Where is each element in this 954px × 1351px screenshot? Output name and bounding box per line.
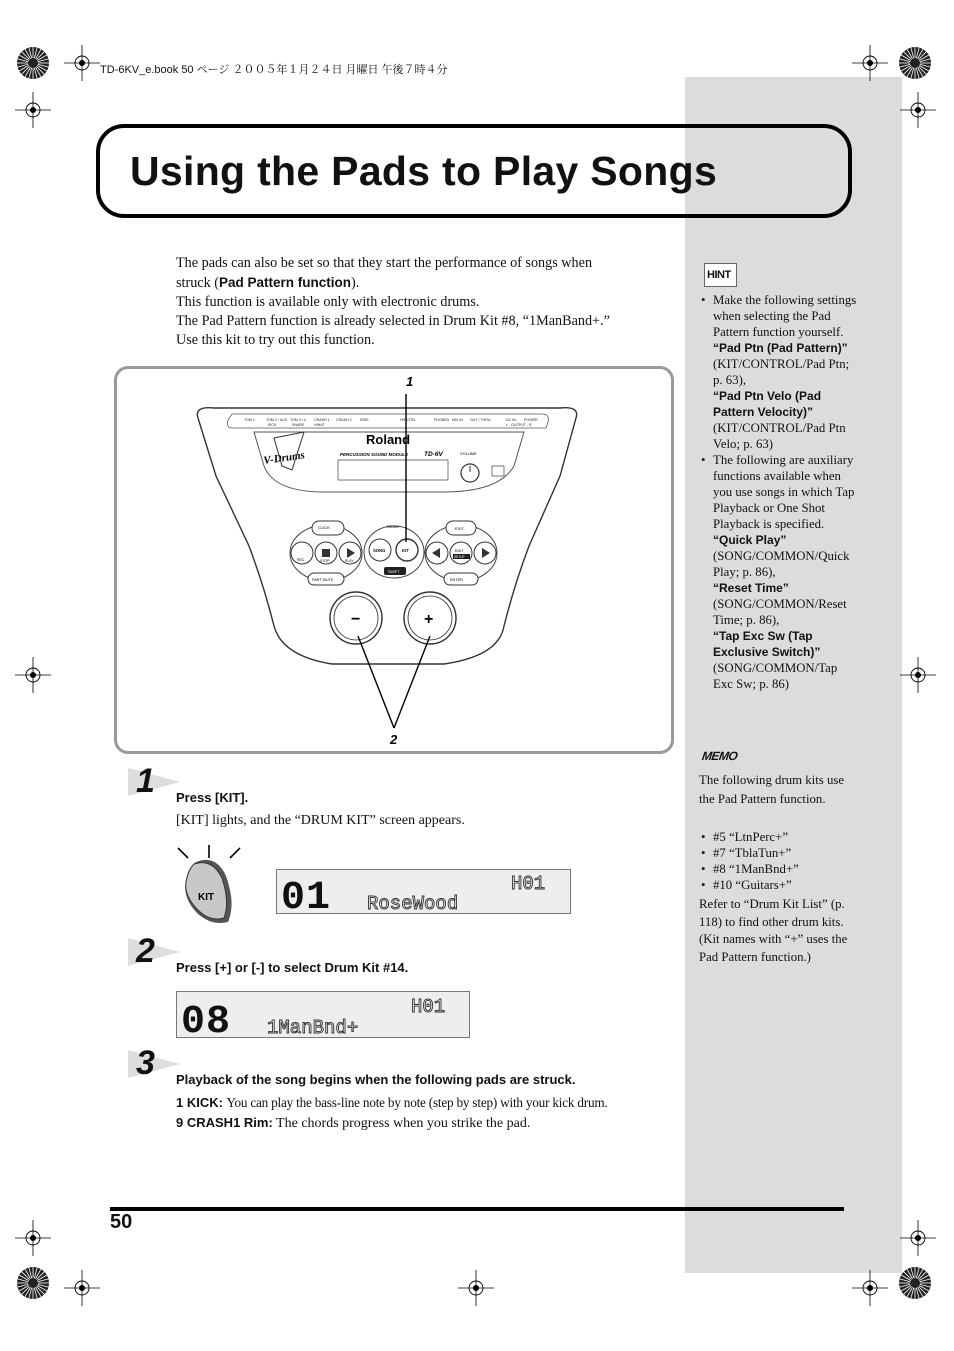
registration-cross-mark	[456, 1268, 496, 1308]
registration-cross-mark	[850, 1268, 890, 1308]
memo-kit-item: • #5 “LtnPerc+”	[699, 829, 857, 845]
print-header-meta: TD-6KV_e.book 50 ページ ２００５年１月２４日 月曜日 午後７時４分	[100, 64, 448, 76]
v-drums-logo: V-Drums	[262, 449, 306, 467]
memo-kit-item: • #8 “1ManBnd+”	[699, 861, 857, 877]
step-2-heading: Press [+] or [-] to select Drum Kit #14.	[176, 960, 409, 975]
jack-label: TOM 3 / 4	[290, 418, 306, 422]
hint-bullets	[699, 292, 857, 692]
hint-item	[699, 292, 857, 452]
hint-icon: HINT	[704, 263, 737, 287]
step-2-number: 2	[136, 932, 155, 970]
jack-sublabel: SNARE	[292, 423, 305, 427]
lcd-kit-name: RoseWood	[367, 893, 459, 913]
registration-cross-mark	[13, 655, 53, 695]
item-text: You can play the bass-line note by note (step by step) with your kick drum.	[226, 1095, 608, 1110]
color-wheel-mark	[13, 1263, 53, 1303]
svg-text:CLICK: CLICK	[318, 525, 330, 530]
memo-icon: MEMO	[701, 749, 739, 763]
memo-kit-item: • #10 “Guitars+”	[699, 877, 857, 893]
memo-outro: Refer to “Drum Kit List” (p. 118) to find other drum kits. (Kit names with “+” uses the Pad Pattern function.)	[699, 897, 848, 964]
hint-list	[699, 292, 857, 692]
page-title: Using the Pads to Play Songs	[130, 148, 718, 194]
callout-2-label: 2	[390, 732, 398, 747]
registration-cross-mark	[13, 90, 53, 130]
lcd-sound-field: H01	[511, 873, 546, 895]
registration-cross-mark	[13, 1218, 53, 1258]
lcd-screen-drum-kit-14	[176, 991, 470, 1038]
color-wheel-mark	[895, 1263, 935, 1303]
jack-label: MIX IN	[452, 418, 463, 422]
lcd-kit-number: 01	[281, 876, 332, 913]
hint-item-text: Make the following settings when selecting the Pad Pattern function yourself.	[713, 293, 857, 339]
lcd-kit-number: 08	[181, 1000, 232, 1037]
jack-label: RIDE	[360, 418, 369, 422]
svg-text:SHIFT: SHIFT	[388, 569, 400, 574]
svg-text:PLAY: PLAY	[345, 559, 354, 563]
hint-reference: “Pad Ptn (Pad Pattern)” (KIT/CONTROL/Pad Ptn; p. 63),	[713, 341, 850, 387]
kit-button-label: KIT	[198, 892, 215, 903]
page-number: 50	[110, 1211, 133, 1233]
volume-label: VOLUME	[460, 451, 477, 456]
step-3-heading: Playback of the song begins when the following pads are struck.	[176, 1072, 576, 1087]
item-text: The chords progress when you strike the pad.	[276, 1116, 531, 1131]
jack-label: CRASH 1	[314, 418, 330, 422]
hint-item	[699, 452, 857, 692]
jack-sublabel: L - OUTPUT - R	[506, 423, 532, 427]
memo-kit-list	[699, 829, 857, 893]
intro-paragraph	[176, 254, 676, 350]
hint-reference: “Quick Play” (SONG/COMMON/Quick Play; p. 86),	[713, 533, 850, 579]
intro-line: This function is available only with electronic drums.	[176, 294, 480, 310]
module-lcd	[338, 460, 448, 480]
svg-text:PART MUTE: PART MUTE	[312, 578, 334, 582]
sound-module-illustration	[114, 366, 674, 754]
step-1-text: [KIT] lights, and the “DRUM KIT” screen appears.	[176, 813, 465, 828]
jack-label: HH CTRL	[400, 418, 416, 422]
svg-text:REC: REC	[297, 558, 305, 562]
intro-line: The Pad Pattern function is already selected in Drum Kit #8, “1ManBand+.”	[176, 313, 610, 329]
intro-line: The pads can also be set so that they start the performance of songs when	[176, 255, 593, 271]
step-3-item-kick	[176, 1095, 608, 1112]
svg-text:SONG: SONG	[373, 548, 386, 553]
step-3-item-crash	[176, 1115, 530, 1132]
color-wheel-mark	[895, 43, 935, 83]
footer-rule	[110, 1207, 844, 1211]
jack-sublabel: HIHAT	[314, 423, 325, 427]
hint-item-text: The following are auxiliary functions available when you use songs in which Tap Playback or One Shot Playback is specified.	[713, 453, 855, 531]
hint-reference: “Pad Ptn Velo (Pad Pattern Velocity)” (KIT/CONTROL/Pad Ptn Velo; p. 63)	[713, 389, 846, 451]
registration-cross-mark	[62, 43, 102, 83]
hint-reference: “Reset Time” (SONG/COMMON/Reset Time; p. 86),	[713, 581, 847, 627]
edit-button	[450, 542, 472, 564]
lcd-screen-drum-kit	[276, 869, 571, 914]
svg-text:SETUP: SETUP	[454, 555, 465, 559]
svg-text:−: −	[351, 611, 361, 628]
svg-text:+: +	[424, 611, 434, 628]
svg-text:ENTER: ENTER	[450, 578, 463, 582]
jack-label: DC IN	[506, 418, 516, 422]
jack-label: TOM 2 / AUX	[266, 418, 288, 422]
intro-line: Use this kit to try out this function.	[176, 332, 375, 348]
memo-intro: The following drum kits use the Pad Pattern function.	[699, 773, 845, 806]
jack-label: CRASH 2	[336, 418, 352, 422]
registration-cross-mark	[850, 43, 890, 83]
svg-text:DEMO: DEMO	[387, 524, 399, 529]
brand-logo: Roland	[366, 432, 411, 447]
registration-cross-mark	[898, 655, 938, 695]
step-1-heading: Press [KIT].	[176, 790, 249, 805]
svg-text:EXIT: EXIT	[455, 526, 464, 531]
light-ray	[178, 848, 188, 858]
jack-label: PHONES	[434, 418, 450, 422]
lcd-sound-field: H01	[411, 996, 446, 1018]
model-label: TD-6V	[424, 451, 443, 458]
jack-label: TOM 1	[244, 418, 255, 422]
registration-cross-mark	[898, 90, 938, 130]
usb-icon	[492, 466, 504, 476]
svg-text:STOP: STOP	[320, 559, 330, 563]
step-3-number: 3	[136, 1044, 155, 1082]
pad-pattern-term: Pad Pattern function	[218, 275, 351, 290]
intro-line: struck (Pad Pattern function).	[176, 275, 360, 291]
module-label: PERCUSSION SOUND MODULE	[340, 452, 409, 457]
registration-cross-mark	[62, 1268, 102, 1308]
color-wheel-mark	[13, 43, 53, 83]
svg-text:EDIT: EDIT	[455, 549, 464, 553]
hint-reference: “Tap Exc Sw (Tap Exclusive Switch)” (SONG/COMMON/Tap Exc Sw; p. 86)	[713, 629, 838, 691]
step-1-number: 1	[136, 762, 155, 800]
svg-text:KIT: KIT	[402, 548, 409, 553]
lcd-kit-name: 1ManBnd+	[267, 1017, 359, 1037]
jack-sublabel: KICK	[268, 423, 277, 427]
kit-button-illustration	[172, 842, 252, 930]
light-ray	[230, 848, 240, 858]
callout-1-label: 1	[406, 374, 414, 389]
jack-label: POWER	[524, 418, 538, 422]
registration-cross-mark	[898, 1218, 938, 1258]
jack-label: OUT / THRU	[470, 418, 491, 422]
memo-kit-item: • #7 “TblaTun+”	[699, 845, 857, 861]
item-label: 1 KICK:	[176, 1095, 223, 1110]
item-label: 9 CRASH1 Rim:	[176, 1115, 273, 1130]
